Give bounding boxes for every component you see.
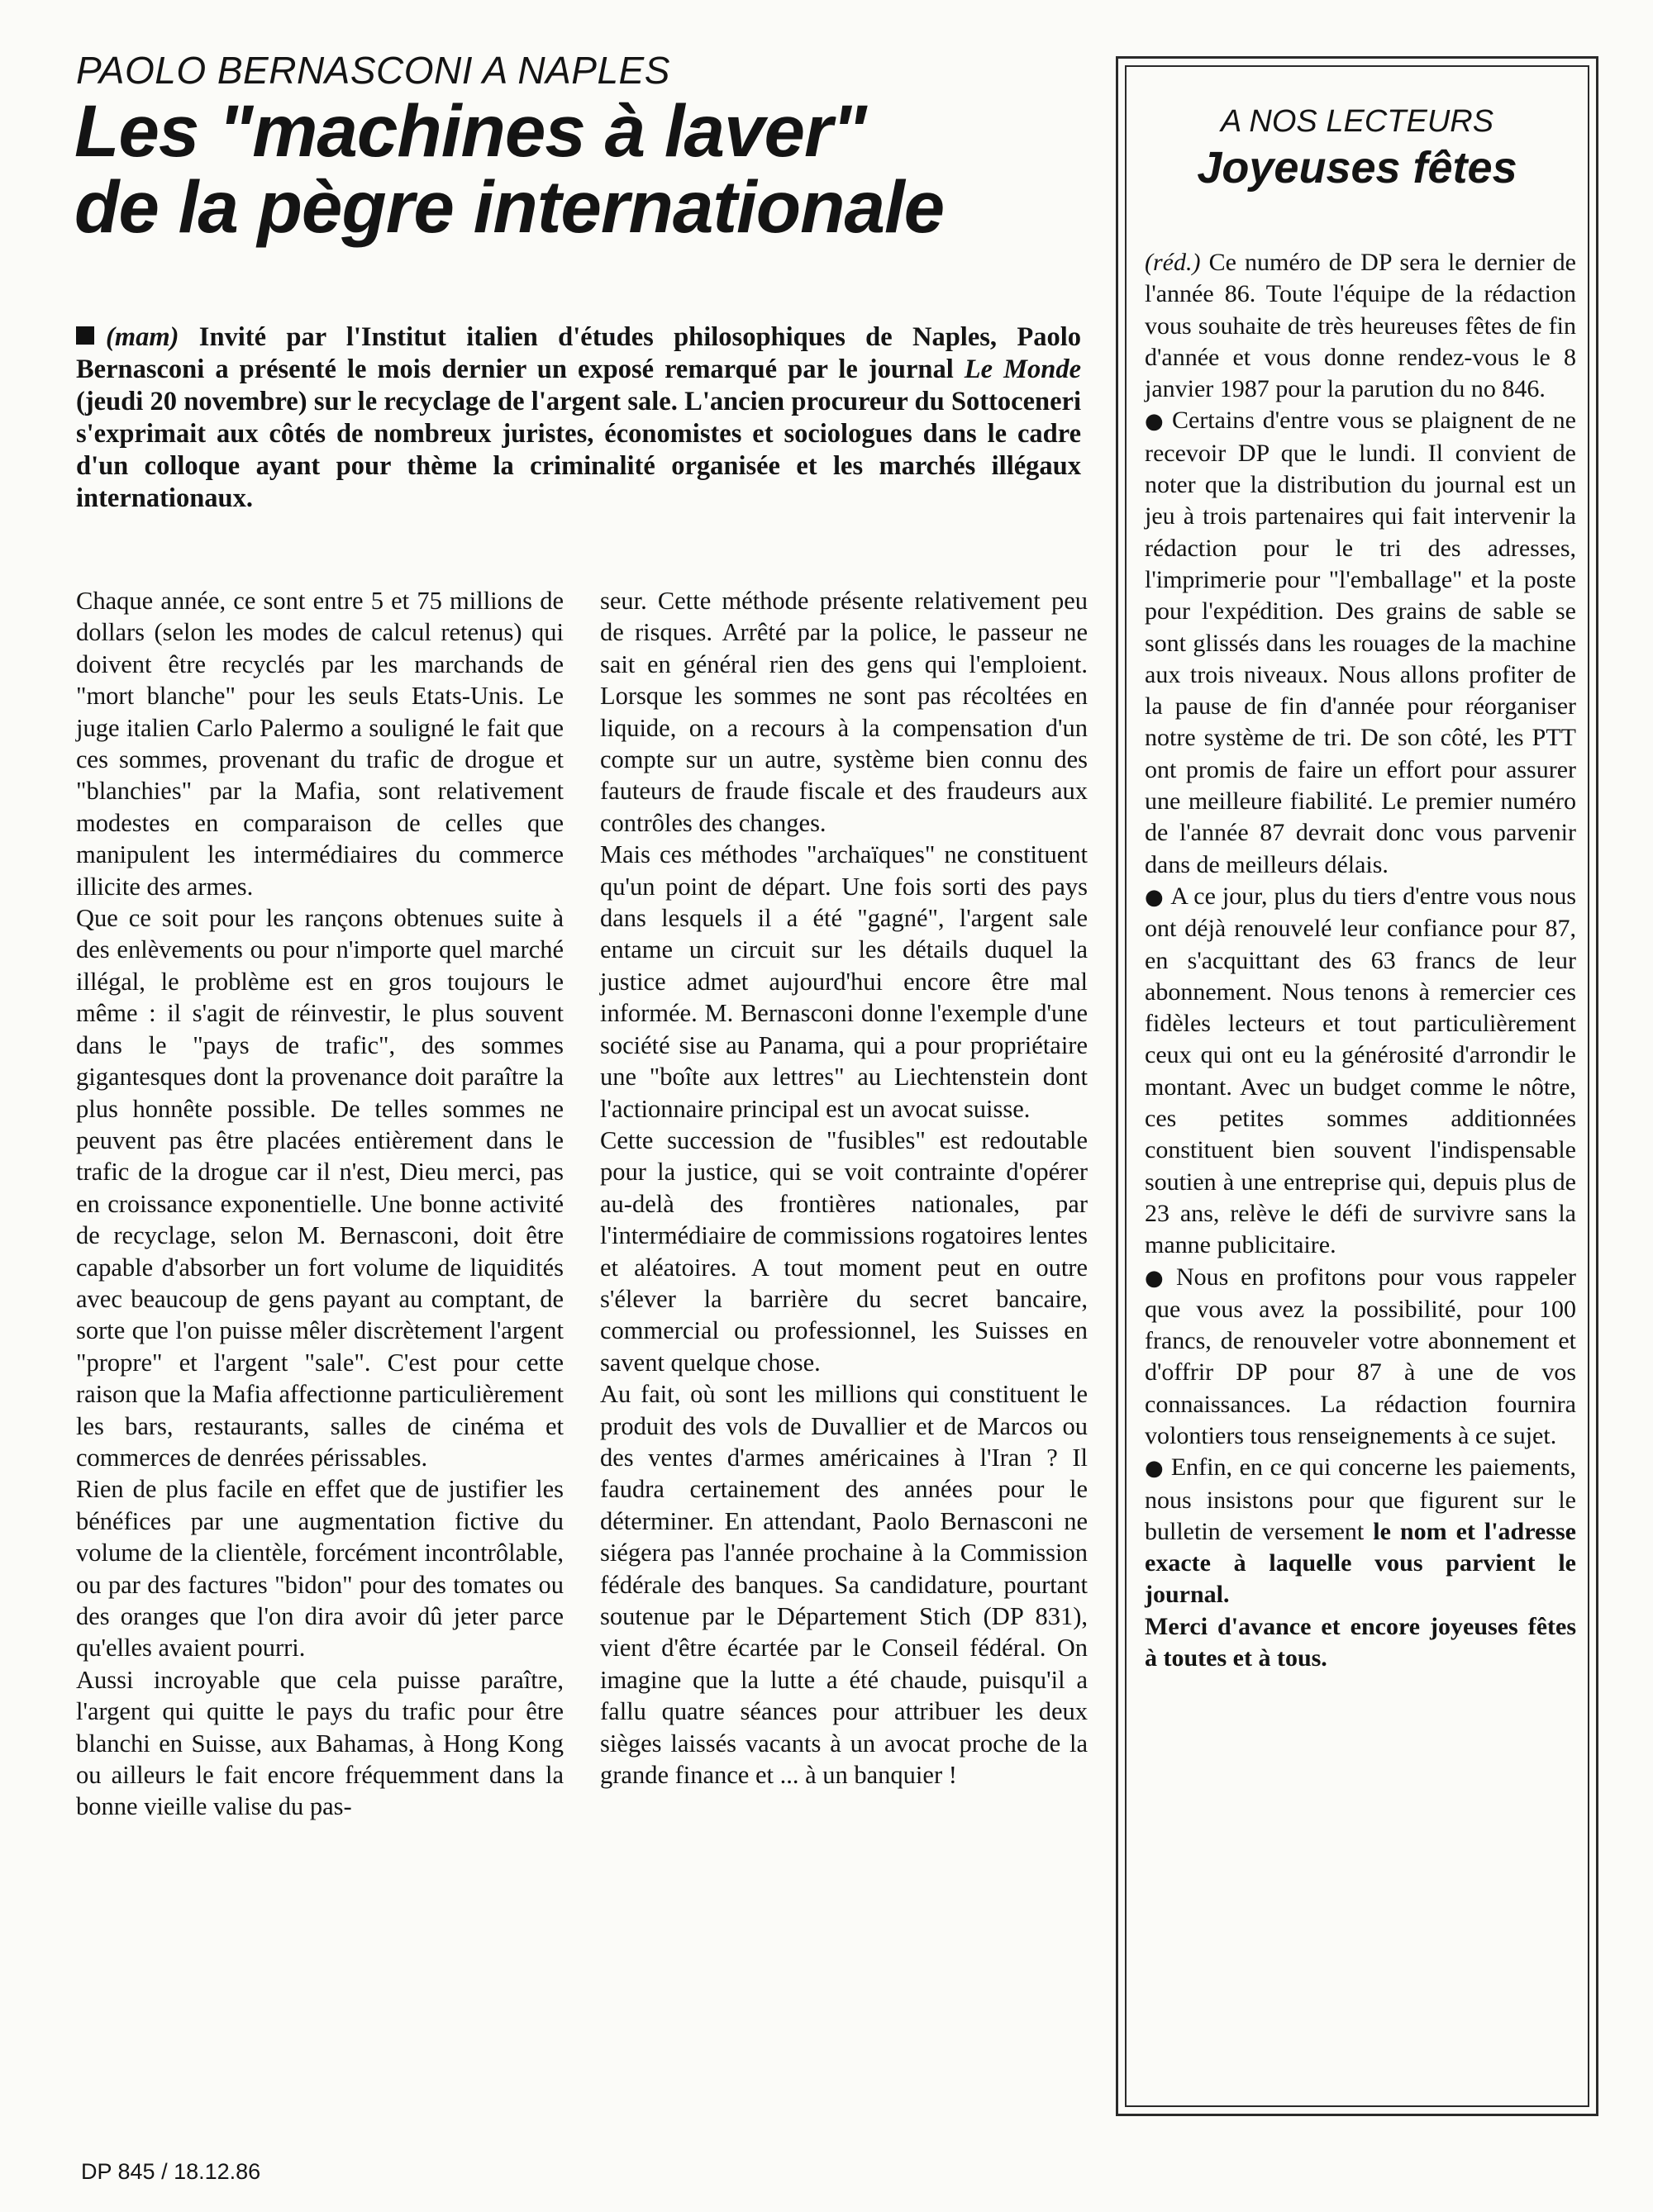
notice-paragraph xyxy=(1145,881,1576,1262)
bullet-icon: ● xyxy=(1145,1265,1170,1291)
lead-author: (mam) xyxy=(106,322,179,352)
notice-closing: Merci d'avance et encore joyeuses fêtes à toutes et à tous. xyxy=(1145,1612,1576,1672)
notice-kicker: A NOS LECTEURS xyxy=(1220,104,1494,139)
lead-journal-name: Le Monde xyxy=(964,354,1081,384)
notice-paragraph xyxy=(1145,1452,1576,1610)
lead-square-marker xyxy=(76,326,94,345)
notice-emphasis: le nom et l'adresse exacte à laquelle vous parvient le journal. xyxy=(1145,1517,1576,1609)
lead-text-a: Invité par l'Institut italien d'études philosophiques de Naples, Paolo Bernasconi a présenté le mois dernier un exposé remarqué par le journal xyxy=(76,322,1081,384)
headline-line-2: de la pègre internationale xyxy=(74,165,945,248)
article-paragraph: Que ce soit pour les rançons obtenues suite à des enlèvements ou pour n'importe quel marché illégal, le problème est en gros toujours le même : il s'agit de réinvestir, le plus souvent dans le "pays de trafic", des sommes gigantesques dont la provenance doit paraître la plus honnête possible. De telles sommes ne peuvent pas être placées entièrement dans le trafic de la drogue car il n'est, Dieu merci, pas en croissance exponentielle. Une bonne activité de recyclage, selon M. Bernasconi, doit être capable d'absorber un fort volume de liquidités avec beaucoup de gens payant au comptant, de sorte que l'on puisse mêler discrètement l'argent "propre" et l'argent "sale". C'est pour cette raison que la Mafia affectionne particulièrement les bars, restaurants, salles de cinéma et commerces de denrées périssables. xyxy=(76,904,564,1472)
notice-paragraph xyxy=(1145,1262,1576,1453)
lead-text-b: (jeudi 20 novembre) sur le recyclage de l'argent sale. L'ancien procureur du Sottoceneri s'exprimait aux côtés de nombreux juristes, économistes et sociologues dans le cadre d'un colloque ayant pour thème la criminalité organisée et les marchés illégaux internationaux. xyxy=(76,387,1081,513)
article-paragraph: Aussi incroyable que cela puisse paraître, l'argent qui quitte le pays du trafic pour être blanchi en Suisse, aux Bahamas, à Hong Kong ou ailleurs le fait encore fréquemment dans la bonne vieille valise du pas- xyxy=(76,1665,564,1821)
headline-line-1: Les "machines à laver" xyxy=(74,89,866,172)
article-paragraph: Cette succession de "fusibles" est redoutable pour la justice, qui se voit contrainte d'opérer au-delà des frontières nationales, par l'intermédiaire de commissions rogatoires lentes et aléatoires. A tout moment peut en outre s'élever la barrière du secret bancaire, commercial ou professionnel, les Suisses en savent quelque chose. xyxy=(600,1125,1088,1377)
notice-title: Joyeuses fêtes xyxy=(1197,143,1517,193)
readers-notice-box xyxy=(1116,56,1598,2116)
article-paragraph: Rien de plus facile en effet que de justifier les bénéfices par une augmentation fictive du volume de la clientèle, forcément incontrôlable, ou par des factures "bidon" pour des tomates ou des oranges que l'on dira avoir dû jeter parce qu'elles avaient pourri. xyxy=(76,1475,564,1663)
notice-paragraph xyxy=(1145,247,1576,405)
article-paragraph: Mais ces méthodes "archaïques" ne constituent qu'un point de départ. Une fois sorti des pays dans lesquels il a été "gagné", l'argent sale entame un circuit sur les détails duquel la justice admet aujourd'hui encore être mal informée. M. Bernasconi donne l'exemple d'une société sise au Panama, qui a pour propriétaire une "boîte aux lettres" au Liechtenstein dont l'actionnaire principal est un avocat suisse. xyxy=(600,840,1088,1123)
article-lead xyxy=(76,321,1081,515)
notice-body xyxy=(1145,247,1576,1674)
article-column-2 xyxy=(600,585,1088,1791)
article-paragraph: seur. Cette méthode présente relativement peu de risques. Arrêté par la police, le passeur ne sait en général rien des gens qui l'emploient. Lorsque les sommes ne sont pas récoltées en liquide, on a recours à la compensation d'un compte sur un autre, système bien connu des fauteurs de fraude fiscale et des fraudeurs aux contrôles des changes. xyxy=(600,587,1088,837)
article-paragraph: Chaque année, ce sont entre 5 et 75 millions de dollars (selon les modes de calcul retenus) qui doivent être recyclés par les marchands de "mort blanche" pour les seuls Etats-Unis. Le juge italien Carlo Palermo a souligné le fait que ces sommes, provenant du trafic de drogue et "blanchies" par la Mafia, sont relativement modestes en comparaison de celles que manipulent les intermédiaires du commerce illicite des armes. xyxy=(76,587,564,901)
notice-paragraph xyxy=(1145,405,1576,880)
issue-footer: DP 845 / 18.12.86 xyxy=(81,2159,261,2184)
notice-text: Nous en profitons pour vous rappeler que vous avez la possibilité, pour 100 francs, de renouveler votre abonnement et d'offrir DP pour 87 à une de vos connaissances. La rédaction fournira volontiers tous renseignements à ce sujet. xyxy=(1145,1263,1576,1449)
bullet-icon: ● xyxy=(1145,409,1165,435)
article-paragraph: Au fait, où sont les millions qui constituent le produit des vols de Duvallier et de Marcos ou des ventes d'armes américaines à l'Iran ? Il faudra certainement des années pour le déterminer. En attendant, Paolo Bernasconi ne siégera pas l'année prochaine à la Commission fédérale des banques. Sa candidature, pourtant soutenue par le Département Stich (DP 831), vient d'être écartée par le Conseil fédéral. On imagine que la lutte a été chaude, puisqu'il a fallu quatre séances pour attribuer les deux sièges laissés vacants à un avocat proche de la grande finance et ... à un banquier ! xyxy=(600,1380,1088,1790)
notice-text: Ce numéro de DP sera le dernier de l'année 86. Toute l'équipe de la rédaction vous souhaite de très heureuses fêtes de fin d'année et vous donne rendez-vous le 8 janvier 1987 pour la parution du no 846. xyxy=(1145,249,1576,403)
article-column-1 xyxy=(76,585,564,1823)
article-kicker: PAOLO BERNASCONI A NAPLES xyxy=(76,49,670,92)
bullet-icon: ● xyxy=(1145,1456,1165,1482)
notice-editorial-tag: (réd.) xyxy=(1145,249,1201,276)
bullet-icon: ● xyxy=(1145,884,1165,910)
notice-text: A ce jour, plus du tiers d'entre vous nous ont déjà renouvelé leur confiance pour 87, en s'acquittant des 63 francs de leur abonnement. Nous tenons à remercier ces fidèles lecteurs et tout particulièrement ceux qui ont eu la générosité d'arrondir le montant. Avec un budget comme le nôtre, ces petites sommes additionnées constituent bien souvent l'indispensable soutien à une entreprise qui, depuis plus de 23 ans, relève le défi de survivre sans la manne publicitaire. xyxy=(1145,882,1577,1259)
notice-text: Enfin, en ce qui concerne les paiements, nous insistons pour que figurent sur le bulletin de versement xyxy=(1145,1453,1576,1545)
notice-text: Certains d'entre vous se plaignent de ne recevoir DP que le lundi. Il convient de noter que la distribution du journal est un jeu à trois partenaires qui fait intervenir la rédaction pour le tri des adresses, l'imprimerie pour "l'emballage" et la poste pour l'expédition. Des grains de sable se sont glissés dans les rouages de la machine aux trois niveaux. Nous allons profiter de la pause de fin d'année pour réorganiser notre système de tri. De son côté, les PTT ont promis de faire un effort pour assurer une meilleure fiabilité. Le premier numéro de l'année 87 devrait donc vous parvenir dans de meilleurs délais. xyxy=(1145,407,1576,878)
article-headline xyxy=(74,89,1116,248)
